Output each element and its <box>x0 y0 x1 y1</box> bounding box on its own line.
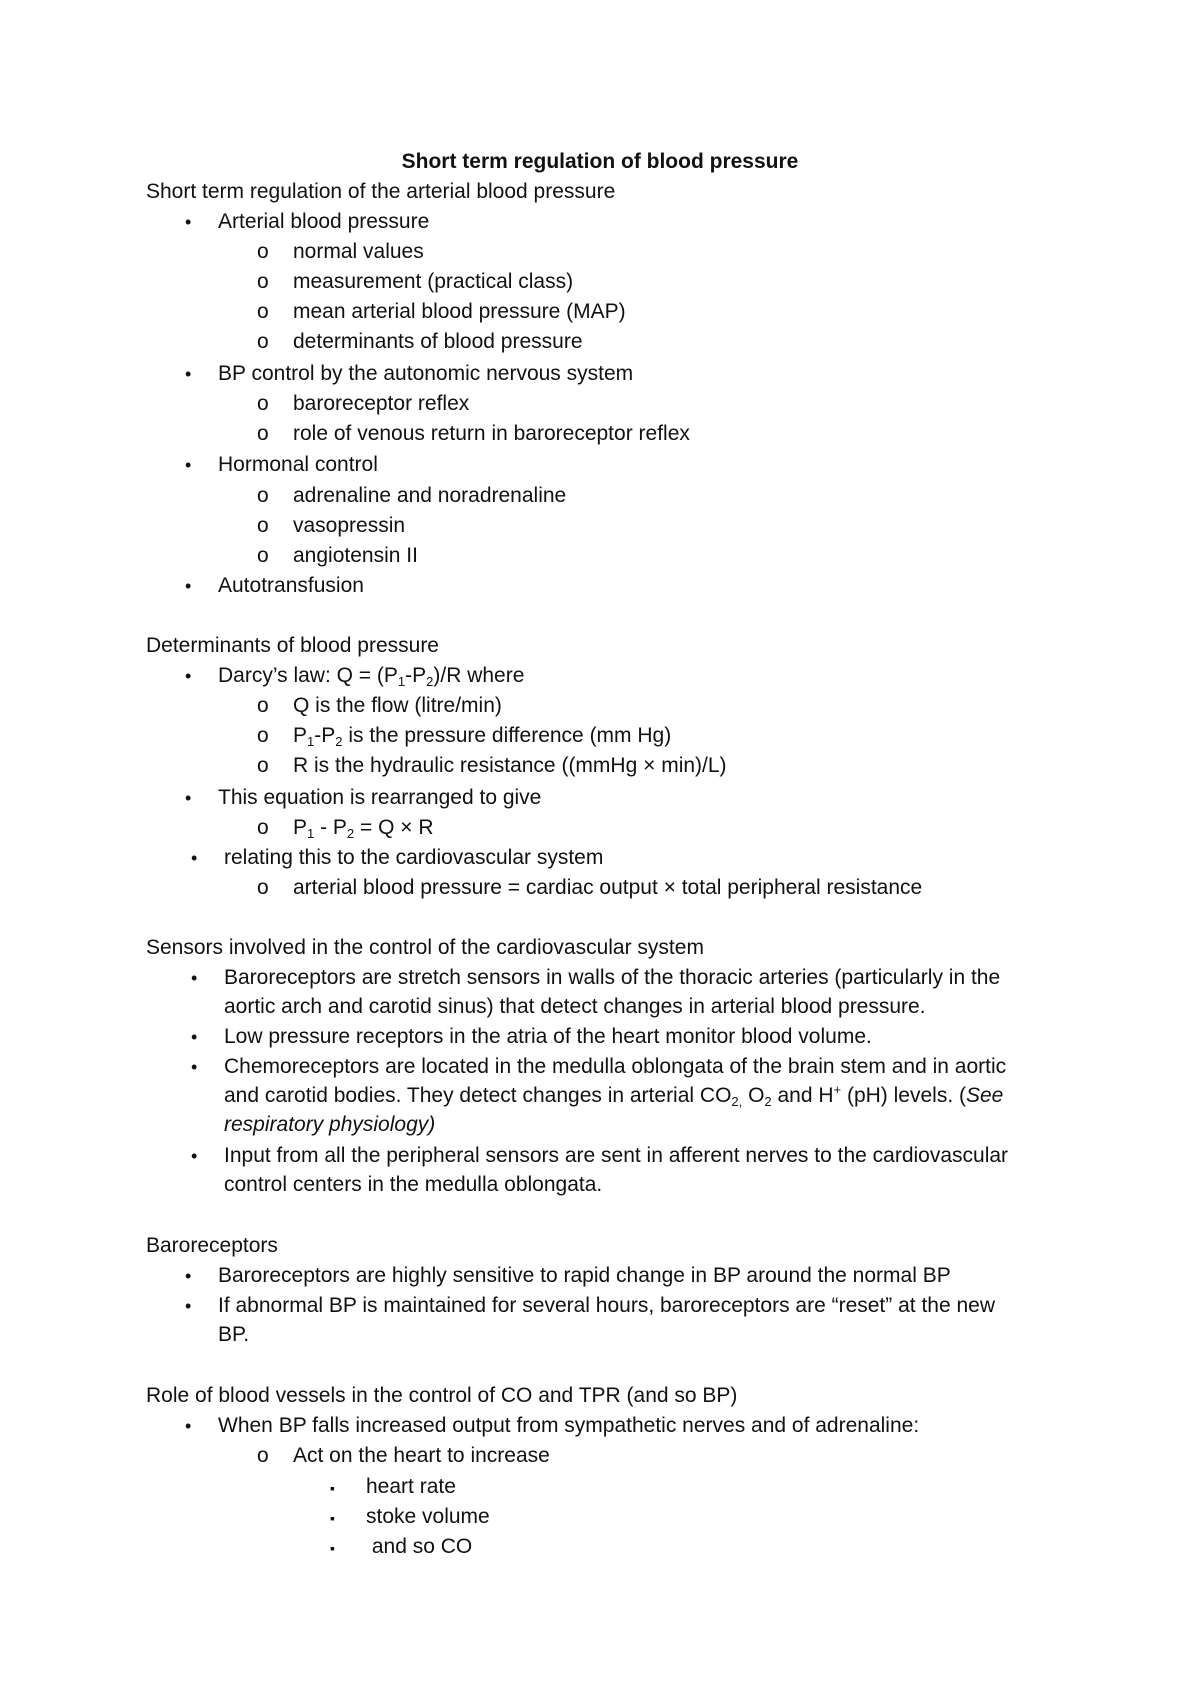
sub-sub-list-item <box>330 1533 473 1561</box>
equation-text: P <box>293 816 308 839</box>
list-item <box>185 784 542 812</box>
superscript: + <box>833 1082 842 1097</box>
circle-bullet-icon: o <box>257 300 269 323</box>
circle-bullet-icon: o <box>257 330 269 353</box>
list-item-text: relating this to the cardiovascular system <box>224 846 604 869</box>
list-item <box>185 451 378 479</box>
bullet-icon: • <box>185 1296 192 1316</box>
list-item-text: Autotransfusion <box>218 574 364 597</box>
list-item-continuation: BP. <box>218 1323 250 1346</box>
sub-list-item <box>257 692 502 720</box>
sub-list-item <box>257 298 626 326</box>
bullet-icon: • <box>185 1266 192 1286</box>
bullet-icon: • <box>185 788 192 808</box>
square-bullet-icon: ▪ <box>330 1510 335 1526</box>
list-item <box>185 572 364 600</box>
section-heading-sensors: Sensors involved in the control of the cardiovascular system <box>146 936 704 959</box>
list-item-text: and so CO <box>366 1535 473 1558</box>
circle-bullet-icon: o <box>257 514 269 537</box>
list-item-text: (pH) levels. ( <box>841 1084 966 1107</box>
list-item-continuation: respiratory physiology) <box>224 1113 436 1136</box>
list-item-text: Act on the heart to increase <box>293 1444 550 1467</box>
sub-list-item <box>257 874 923 902</box>
circle-bullet-icon: o <box>257 484 269 507</box>
circle-bullet-icon: o <box>257 876 269 899</box>
list-item <box>191 844 604 872</box>
bullet-icon: • <box>185 666 192 686</box>
list-item-text: Arterial blood pressure <box>218 210 430 233</box>
list-item-text: When BP falls increased output from sympathetic nerves and of adrenaline: <box>218 1414 920 1437</box>
sub-list-item <box>257 482 567 510</box>
bullet-icon: • <box>191 1027 198 1047</box>
sub-list-item <box>257 512 406 540</box>
subscript: 1 <box>307 826 315 841</box>
list-item-text: This equation is rearranged to give <box>218 786 542 809</box>
list-item-text: stoke volume <box>366 1505 490 1528</box>
list-item-continuation: aortic arch and carotid sinus) that detect changes in arterial blood pressure. <box>224 995 926 1018</box>
list-item <box>191 1142 1009 1170</box>
list-item-text: arterial blood pressure = cardiac output × total peripheral resistance <box>293 876 923 899</box>
subscript: 1 <box>397 674 406 689</box>
sub-sub-list-item <box>330 1503 490 1531</box>
list-item <box>191 964 1001 992</box>
list-item-text: and carotid bodies. They detect changes in arterial CO <box>224 1084 732 1107</box>
list-item-text: angiotensin II <box>293 544 418 567</box>
bullet-icon: • <box>185 1416 192 1436</box>
subscript: 2 <box>335 734 343 749</box>
equation-text: = Q × R <box>354 816 434 839</box>
list-item <box>185 1412 920 1440</box>
sub-sub-list-item <box>330 1473 456 1501</box>
list-item-text: adrenaline and noradrenaline <box>293 484 567 507</box>
bullet-icon: • <box>191 968 198 988</box>
bullet-icon: • <box>185 364 192 384</box>
section-heading-regulation: Short term regulation of the arterial blood pressure <box>146 180 616 203</box>
list-item <box>185 1262 951 1290</box>
circle-bullet-icon: o <box>257 1444 269 1467</box>
list-item-text: If abnormal BP is maintained for several hours, baroreceptors are “reset” at the new <box>218 1294 995 1317</box>
document-title: Short term regulation of blood pressure <box>401 150 799 173</box>
sub-list-item <box>257 420 690 448</box>
circle-bullet-icon: o <box>257 392 269 415</box>
sub-list-item <box>257 752 727 780</box>
list-item-text: normal values <box>293 240 424 263</box>
list-item-text: mean arterial blood pressure (MAP) <box>293 300 626 323</box>
list-item-text: Baroreceptors are stretch sensors in walls of the thoracic arteries (particularly in the <box>224 966 1001 989</box>
list-item-text: Input from all the peripheral sensors are sent in afferent nerves to the cardiovascular <box>224 1144 1009 1167</box>
bullet-icon: • <box>191 1146 198 1166</box>
list-item-text: Chemoreceptors are located in the medulla oblongata of the brain stem and in aortic <box>224 1055 1007 1078</box>
section-heading-baroreceptors: Baroreceptors <box>146 1234 278 1257</box>
list-item-text: and H <box>771 1084 834 1107</box>
list-item-text: Hormonal control <box>218 453 378 476</box>
equation-text: P <box>293 724 308 747</box>
circle-bullet-icon: o <box>257 724 269 747</box>
list-item-continuation <box>224 1082 1003 1110</box>
sub-list-item <box>257 268 574 296</box>
bullet-icon: • <box>191 848 198 868</box>
list-item-text: vasopressin <box>293 514 406 537</box>
circle-bullet-icon: o <box>257 694 269 717</box>
list-item <box>185 208 430 236</box>
sub-list-item <box>257 238 424 266</box>
circle-bullet-icon: o <box>257 544 269 567</box>
list-item-text: role of venous return in baroreceptor reflex <box>293 422 690 445</box>
circle-bullet-icon: o <box>257 270 269 293</box>
circle-bullet-icon: o <box>257 422 269 445</box>
sub-list-item <box>257 328 583 356</box>
list-item-text: Baroreceptors are highly sensitive to rapid change in BP around the normal BP <box>218 1264 951 1287</box>
section-heading-determinants: Determinants of blood pressure <box>146 634 439 657</box>
bullet-icon: • <box>191 1057 198 1077</box>
list-item <box>191 1023 872 1051</box>
list-item-text: See <box>965 1084 1004 1107</box>
list-item-text: is the pressure difference (mm Hg) <box>342 724 672 747</box>
subscript: 1 <box>307 734 315 749</box>
list-item-text: R is the hydraulic resistance ((mmHg × min)/L) <box>293 754 727 777</box>
list-item-continuation: control centers in the medulla oblongata. <box>224 1173 603 1196</box>
sub-list-item <box>257 1442 550 1470</box>
list-item-text: Low pressure receptors in the atria of the heart monitor blood volume. <box>224 1025 872 1048</box>
subscript: 2 <box>764 1094 772 1109</box>
subscript: 2, <box>731 1094 743 1109</box>
list-item-text: heart rate <box>366 1475 456 1498</box>
list-item-text: baroreceptor reflex <box>293 392 470 415</box>
circle-bullet-icon: o <box>257 816 269 839</box>
list-item-text: O <box>742 1084 765 1107</box>
list-item-text: Q is the flow (litre/min) <box>293 694 502 717</box>
equation-text: - P <box>314 816 347 839</box>
equation-text: )/R where <box>433 664 525 687</box>
list-item-text: measurement (practical class) <box>293 270 574 293</box>
equation-text: -P <box>314 724 336 747</box>
bullet-icon: • <box>185 455 192 475</box>
list-item-text: BP control by the autonomic nervous system <box>218 362 634 385</box>
list-item-text: determinants of blood pressure <box>293 330 583 353</box>
section-heading-blood-vessels: Role of blood vessels in the control of CO and TPR (and so BP) <box>146 1384 738 1407</box>
sub-list-item <box>257 814 434 842</box>
list-item <box>191 1053 1007 1081</box>
list-item <box>185 1292 995 1320</box>
equation-text: -P <box>405 664 427 687</box>
equation-text: Darcy’s law: Q = (P <box>218 664 398 687</box>
circle-bullet-icon: o <box>257 754 269 777</box>
sub-list-item <box>257 390 470 418</box>
subscript: 2 <box>426 674 434 689</box>
subscript: 2 <box>346 826 355 841</box>
square-bullet-icon: ▪ <box>330 1480 335 1496</box>
bullet-icon: • <box>185 212 192 232</box>
list-item <box>185 662 525 690</box>
sub-list-item <box>257 722 672 750</box>
list-item <box>185 360 634 388</box>
sub-list-item <box>257 542 418 570</box>
bullet-icon: • <box>185 576 192 596</box>
square-bullet-icon: ▪ <box>330 1540 335 1556</box>
circle-bullet-icon: o <box>257 240 269 263</box>
